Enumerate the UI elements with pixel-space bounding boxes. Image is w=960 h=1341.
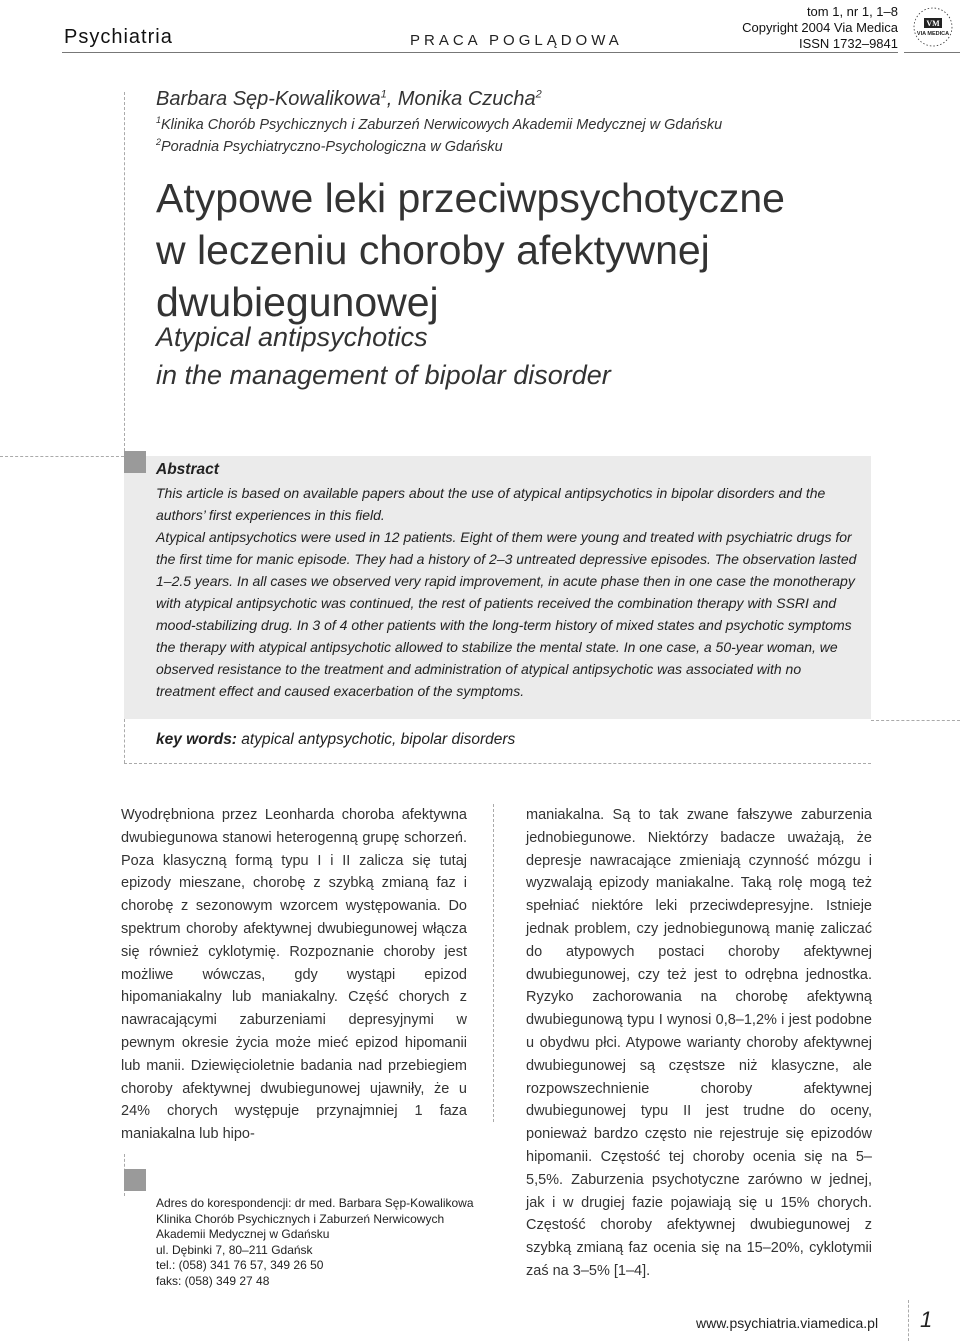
affiliation-2: $^2$Poradnia Psychiatryczno-Psychologiczna w Gdańsku (156, 137, 503, 155)
correspondence-marker-square (124, 1169, 146, 1191)
abstract-paragraph-1: This article is based on available papers about the use of atypical antipsychotics in bipolar disorders and the authors’ first experiences in this field. (156, 485, 826, 523)
correspondence-line: Klinika Chorób Psychicznych i Zaburzeń Nerwicowych (156, 1211, 445, 1226)
header-rule (62, 52, 898, 53)
header-rule-right (904, 52, 960, 53)
body-column-left: Wyodrębniona przez Leonharda choroba afektywna dwubiegunowa stanowi heterogenną grupę schorzeń. Poza klasyczną formą typu I i II zalicza się tutaj epizody mieszane, chorobę z szybką zmianą faz i chorobę z sezonowym wzorcem występowania. Do spektrum choroby afektywnej dwubiegunowej włącza się również cyklotymię. Rozpoznanie choroby jest możliwe wówczas, gdy wystąpi epizod hipomaniakalny lub maniakalny. Część chorych z nawracającymi zaburzeniami depresyjnymi w pewnym okresie życia może mieć epizod hipomanii lub manii. Dziewięcioletnie badania nad przebiegiem choroby afektywnej dwubiegunowej ujawniły, że u 24% chorych występuje przynajmniej 1 faza maniakalna lub hipo- (121, 807, 467, 1143)
affiliation-1: $^1$Klinika Chorób Psychicznych i Zaburzeń Nerwicowych Akademii Medycznej w Gdańsku (156, 115, 723, 133)
abstract-text (156, 482, 862, 702)
logo-text: VIA MEDICA (916, 31, 950, 37)
keywords-label: key words: (156, 731, 237, 748)
correspondence-address (156, 1196, 476, 1289)
author-2: , Monika Czucha (386, 88, 536, 110)
publisher-logo (908, 6, 958, 48)
margin-rule (493, 804, 494, 1122)
title-en-line: Atypical antipsychotics (156, 322, 428, 352)
correspondence-line: ul. Dębinki 7, 80–211 Gdańsk (156, 1242, 313, 1257)
copyright-info: Copyright 2004 Via Medica (742, 20, 898, 35)
margin-rule (124, 92, 125, 456)
margin-rule (908, 1300, 909, 1341)
volume-info: tom 1, nr 1, 1–8 (806, 4, 898, 19)
abstract-top-rule (0, 456, 124, 457)
article-type: PRACA POGLĄDOWA (410, 32, 623, 49)
title-line: w leczeniu choroby afektywnej (156, 227, 710, 273)
margin-rule (124, 719, 125, 763)
page-number: 1 (920, 1307, 933, 1332)
title-line: Atypowe leki przeciwpsychotyczne (156, 175, 785, 221)
abstract-heading: Abstract (156, 461, 219, 478)
correspondence-line: Adres do korespondencji: dr med. Barbara Sęp-Kowalikowa (156, 1196, 474, 1210)
keywords-rule (124, 763, 871, 764)
abstract-bottom-rule (871, 720, 960, 721)
title-line: dwubiegunowej (156, 279, 439, 325)
svg-text:VM: VM (926, 19, 940, 28)
correspondence-line: faks: (058) 349 27 48 (156, 1273, 270, 1288)
body-column-right: maniakalna. Są to tak zwane fałszywe zaburzenia jednobiegunowe. Niektórzy badacze uważają, że depresje nawracające zmieniają czynność mózgu i wyzwalają epizody maniakalne. Taką rolę mogą też spełniać niektóre leki przeciwdepresyjne. Istnieje jednak problem, czy jednobiegunową manię zaliczać do atypowych postaci choroby afektywnej dwubiegunowej, czy też jest to odrębna jednostka. Ryzyko zachorowania na chorobę afektywną dwubiegunową typu I wynosi 0,8–1,2% i jest podobne u obydwu płci. Atypowe warianty choroby afektywnej dwubiegunowej są częstsze niż klasyczne, ale rozpowszechnienie choroby afektywnej dwubiegunowej typu II jest trudne do oceny, ponieważ bardzo często nie rejestruje się epizodów hipomanii. Częstość tej choroby ocenia się na 5–5,5%. Zaburzenia psychotyczne zarówno w jednej, jak i w drugiej fazie pojawiają się u 15% chorych. Częstość choroby afektywnej dwubiegunowej z szybką zmianą faz ocenia się na 15–20%, cyklotymii zaś na 3–5% [1–4]. (526, 807, 872, 1279)
authors (156, 88, 542, 111)
author-2-sup: 2 (535, 88, 542, 101)
keywords-value: atypical antypsychotic, bipolar disorders (236, 731, 516, 748)
journal-url[interactable]: www.psychiatria.viamedica.pl (696, 1315, 879, 1331)
journal-name: Psychiatria (64, 26, 173, 48)
keywords (156, 731, 515, 749)
abstract-marker-square (124, 451, 146, 473)
correspondence-line: tel.: (058) 341 76 57, 349 26 50 (156, 1258, 324, 1272)
abstract-paragraph-2: Atypical antipsychotics were used in 12 patients. Eight of them were young and treated with psychiatric drugs for the first time for manic episode. They had a history of 2–3 untreated depressive episodes. The observation lasted 1–2.5 years. In all cases we observed very rapid improvement, in acute phase then in one case the monotherapy with atypical antipsychotic was continued, the rest of patients received the combination therapy with SSRI and mood-stabilizing drug. In 3 of 4 other patients with the long-term history of mixed states and psychotic symptoms the therapy with atypical antipsychotic allowed to stabilize the mental state. In one case, a 50-year woman, we observed resistance to the treatment and administration of atypical antipsychotic was associated with no treatment effect and caused exacerbation of the symptoms. (156, 529, 857, 699)
issn-info: ISSN 1732–9841 (798, 36, 898, 51)
author-1-sup: 1 (380, 88, 387, 101)
title-polish (156, 172, 856, 328)
title-english (156, 318, 856, 394)
author-1: Barbara Sęp-Kowalikowa (156, 88, 381, 110)
correspondence-line: Akademii Medycznej w Gdańsku (156, 1227, 330, 1241)
title-en-line: in the management of bipolar disorder (156, 360, 611, 390)
issue-info (668, 4, 898, 52)
